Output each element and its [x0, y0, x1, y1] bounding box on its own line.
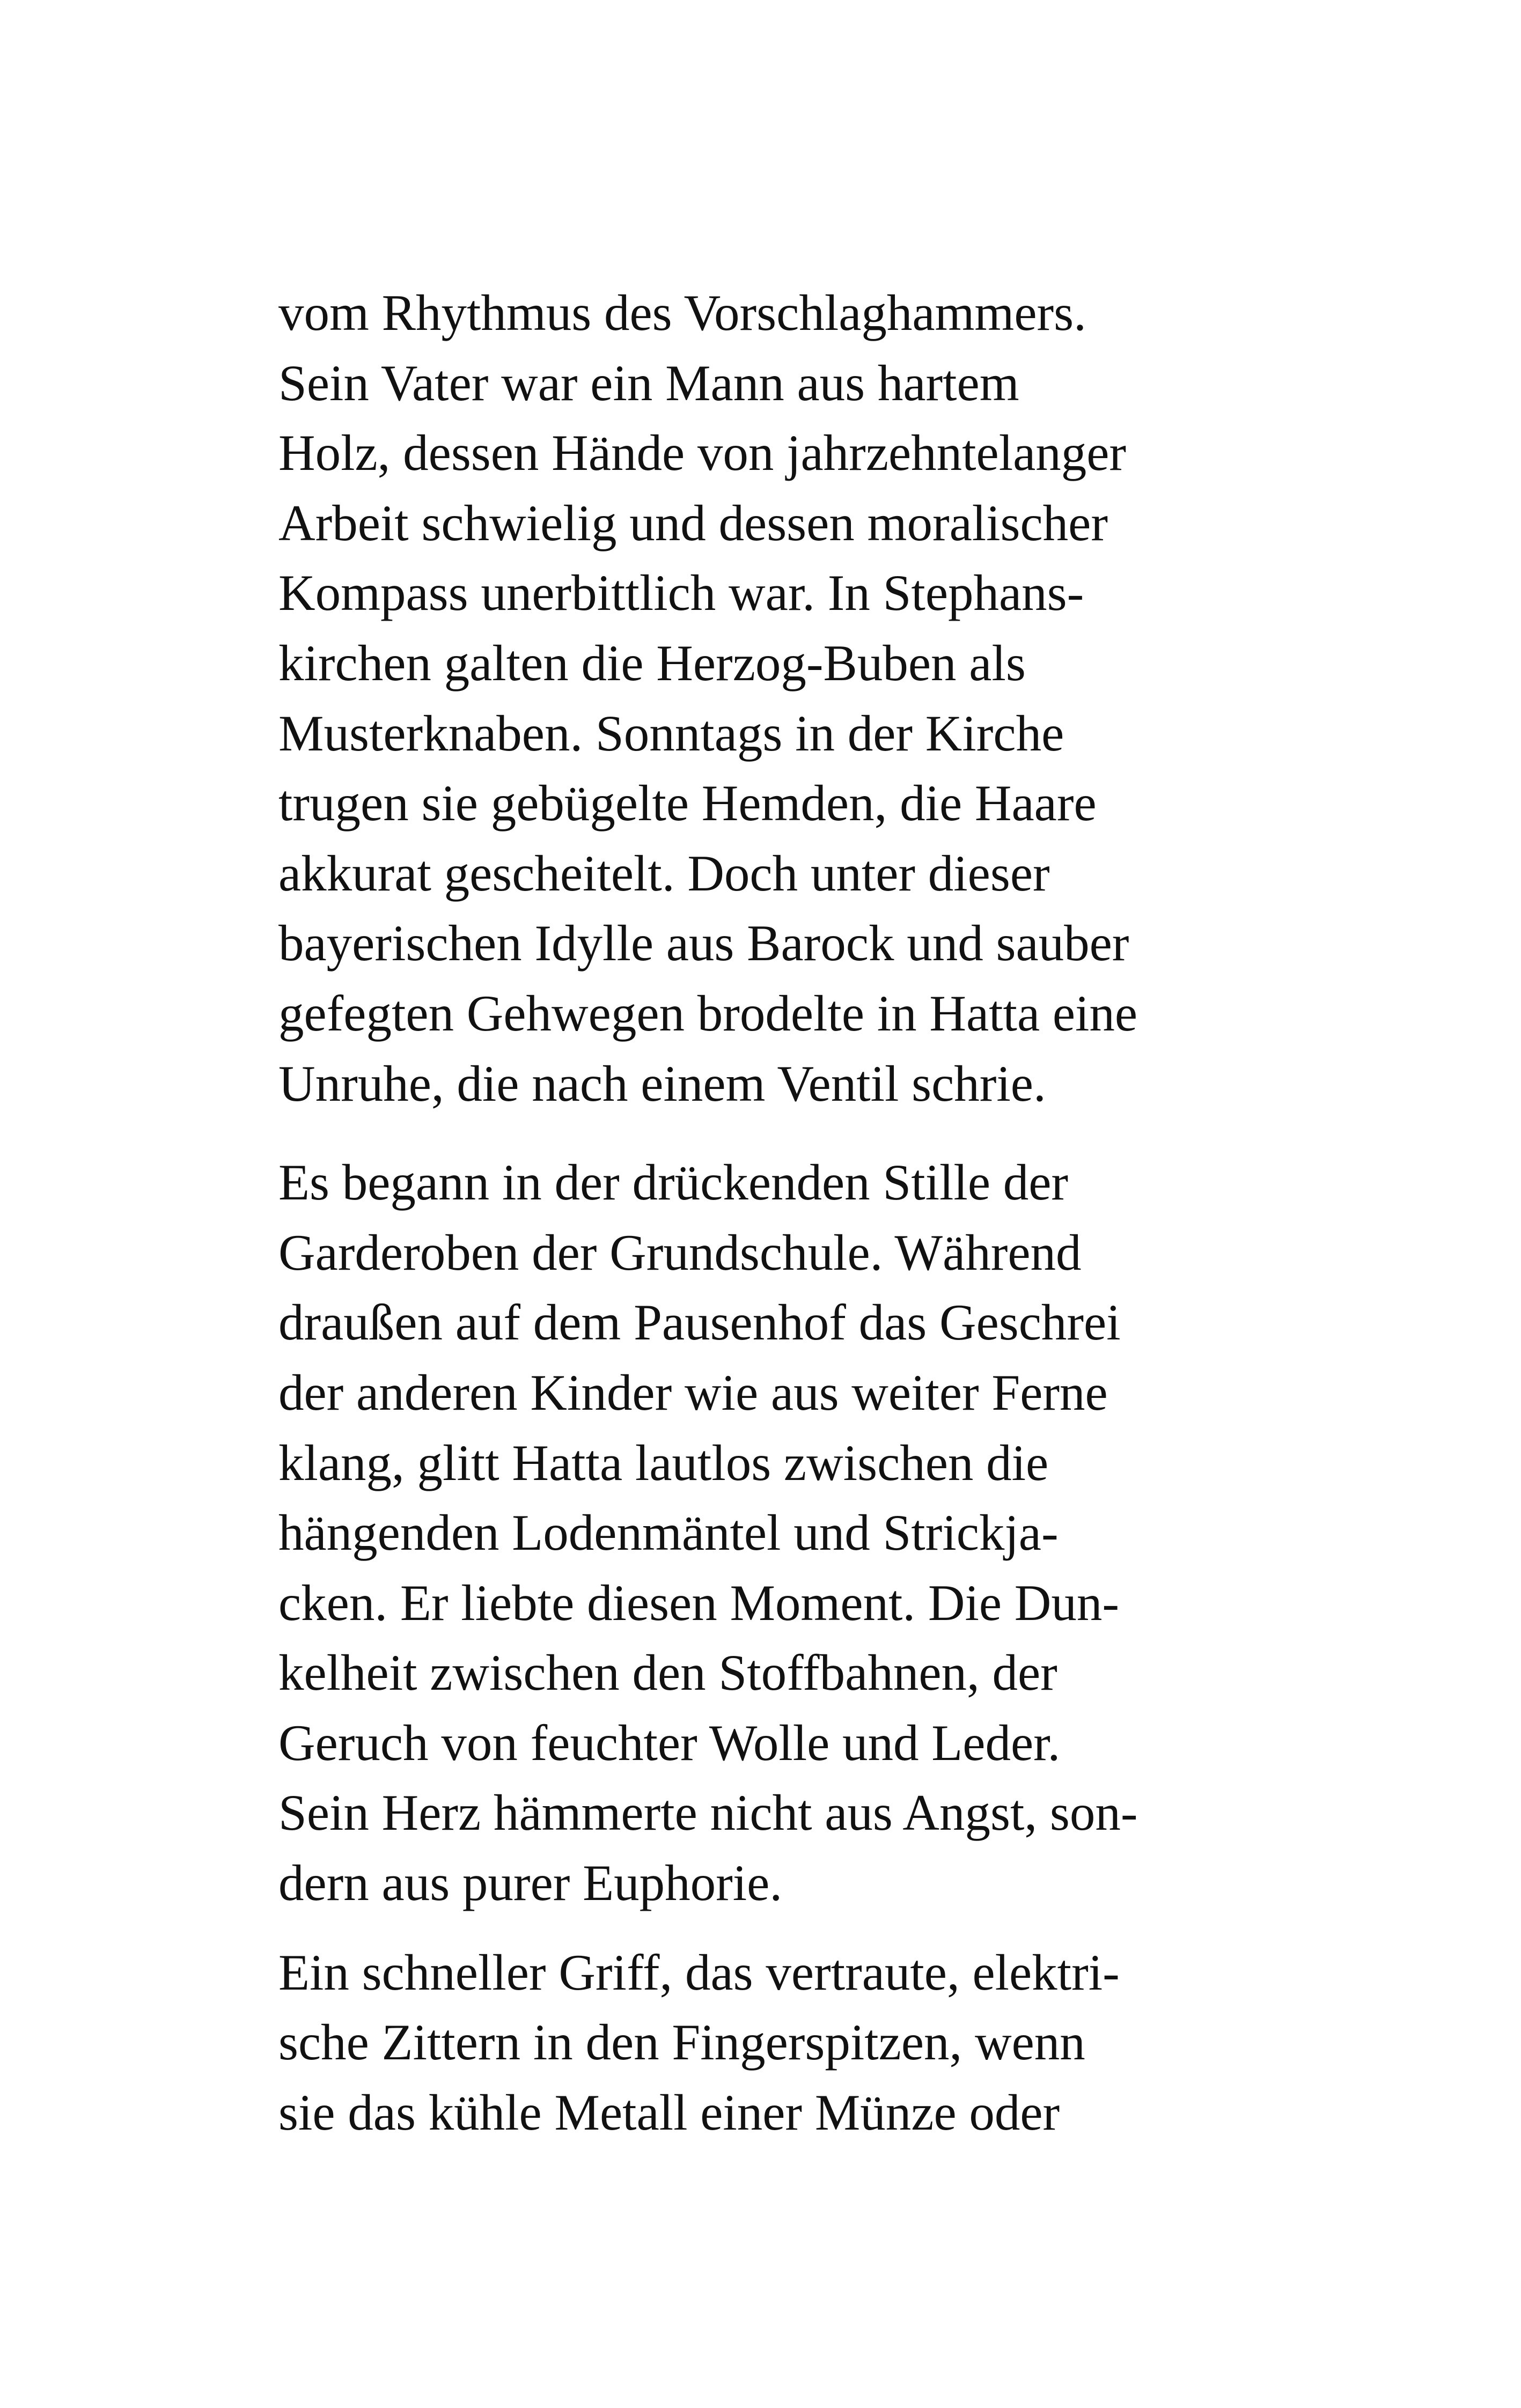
text-line: Ein schneller Griff, das vertraute, elektri-	[278, 1943, 1120, 2001]
text-line: kelheit zwischen den Stoffbahnen, der	[278, 1644, 1057, 1702]
text-line: vom Rhythmus des Vorschlaghammers.	[278, 284, 1086, 341]
text-line: cken. Er liebte diesen Moment. Die Dun-	[278, 1574, 1120, 1631]
paragraph-1	[278, 278, 1298, 1118]
text-line: Sein Vater war ein Mann aus hartem	[278, 354, 1019, 411]
paragraph-2	[278, 1147, 1298, 1918]
text-line: draußen auf dem Pausenhof das Geschrei	[278, 1294, 1121, 1351]
text-line: Garderoben der Grundschule. Während	[278, 1224, 1082, 1281]
text-line: dern aus purer Euphorie.	[278, 1854, 783, 1912]
text-line: sche Zittern in den Fingerspitzen, wenn	[278, 2014, 1085, 2071]
text-line: sie das kühle Metall einer Münze oder	[278, 2083, 1060, 2141]
text-line: Kompass unerbittlich war. In Stephans-	[278, 564, 1084, 622]
text-line: hängenden Lodenmäntel und Strickja-	[278, 1504, 1059, 1562]
text-line: kirchen galten die Herzog-Buben als	[278, 634, 1026, 691]
text-line: Holz, dessen Hände von jahrzehntelanger	[278, 424, 1127, 482]
text-line: akkurat gescheitelt. Doch unter dieser	[278, 844, 1050, 902]
text-line: trugen sie gebügelte Hemden, die Haare	[278, 775, 1097, 832]
text-line: Sein Herz hämmerte nicht aus Angst, son-	[278, 1784, 1138, 1842]
text-line: Musterknaben. Sonntags in der Kirche	[278, 704, 1064, 762]
text-line: bayerischen Idylle aus Barock und sauber	[278, 915, 1129, 972]
paragraph-3	[278, 1938, 1298, 2148]
text-line: klang, glitt Hatta lautlos zwischen die	[278, 1434, 1049, 1491]
text-line: Geruch von feuchter Wolle und Leder.	[278, 1714, 1061, 1771]
text-line: der anderen Kinder wie aus weiter Ferne	[278, 1364, 1108, 1421]
text-line: Es begann in der drückenden Stille der	[278, 1154, 1069, 1211]
text-line: Arbeit schwielig und dessen moralischer	[278, 494, 1108, 551]
text-line: Unruhe, die nach einem Ventil schrie.	[278, 1055, 1046, 1112]
body-text	[278, 278, 1298, 2147]
text-line: gefegten Gehwegen brodelte in Hatta eine	[278, 984, 1138, 1042]
